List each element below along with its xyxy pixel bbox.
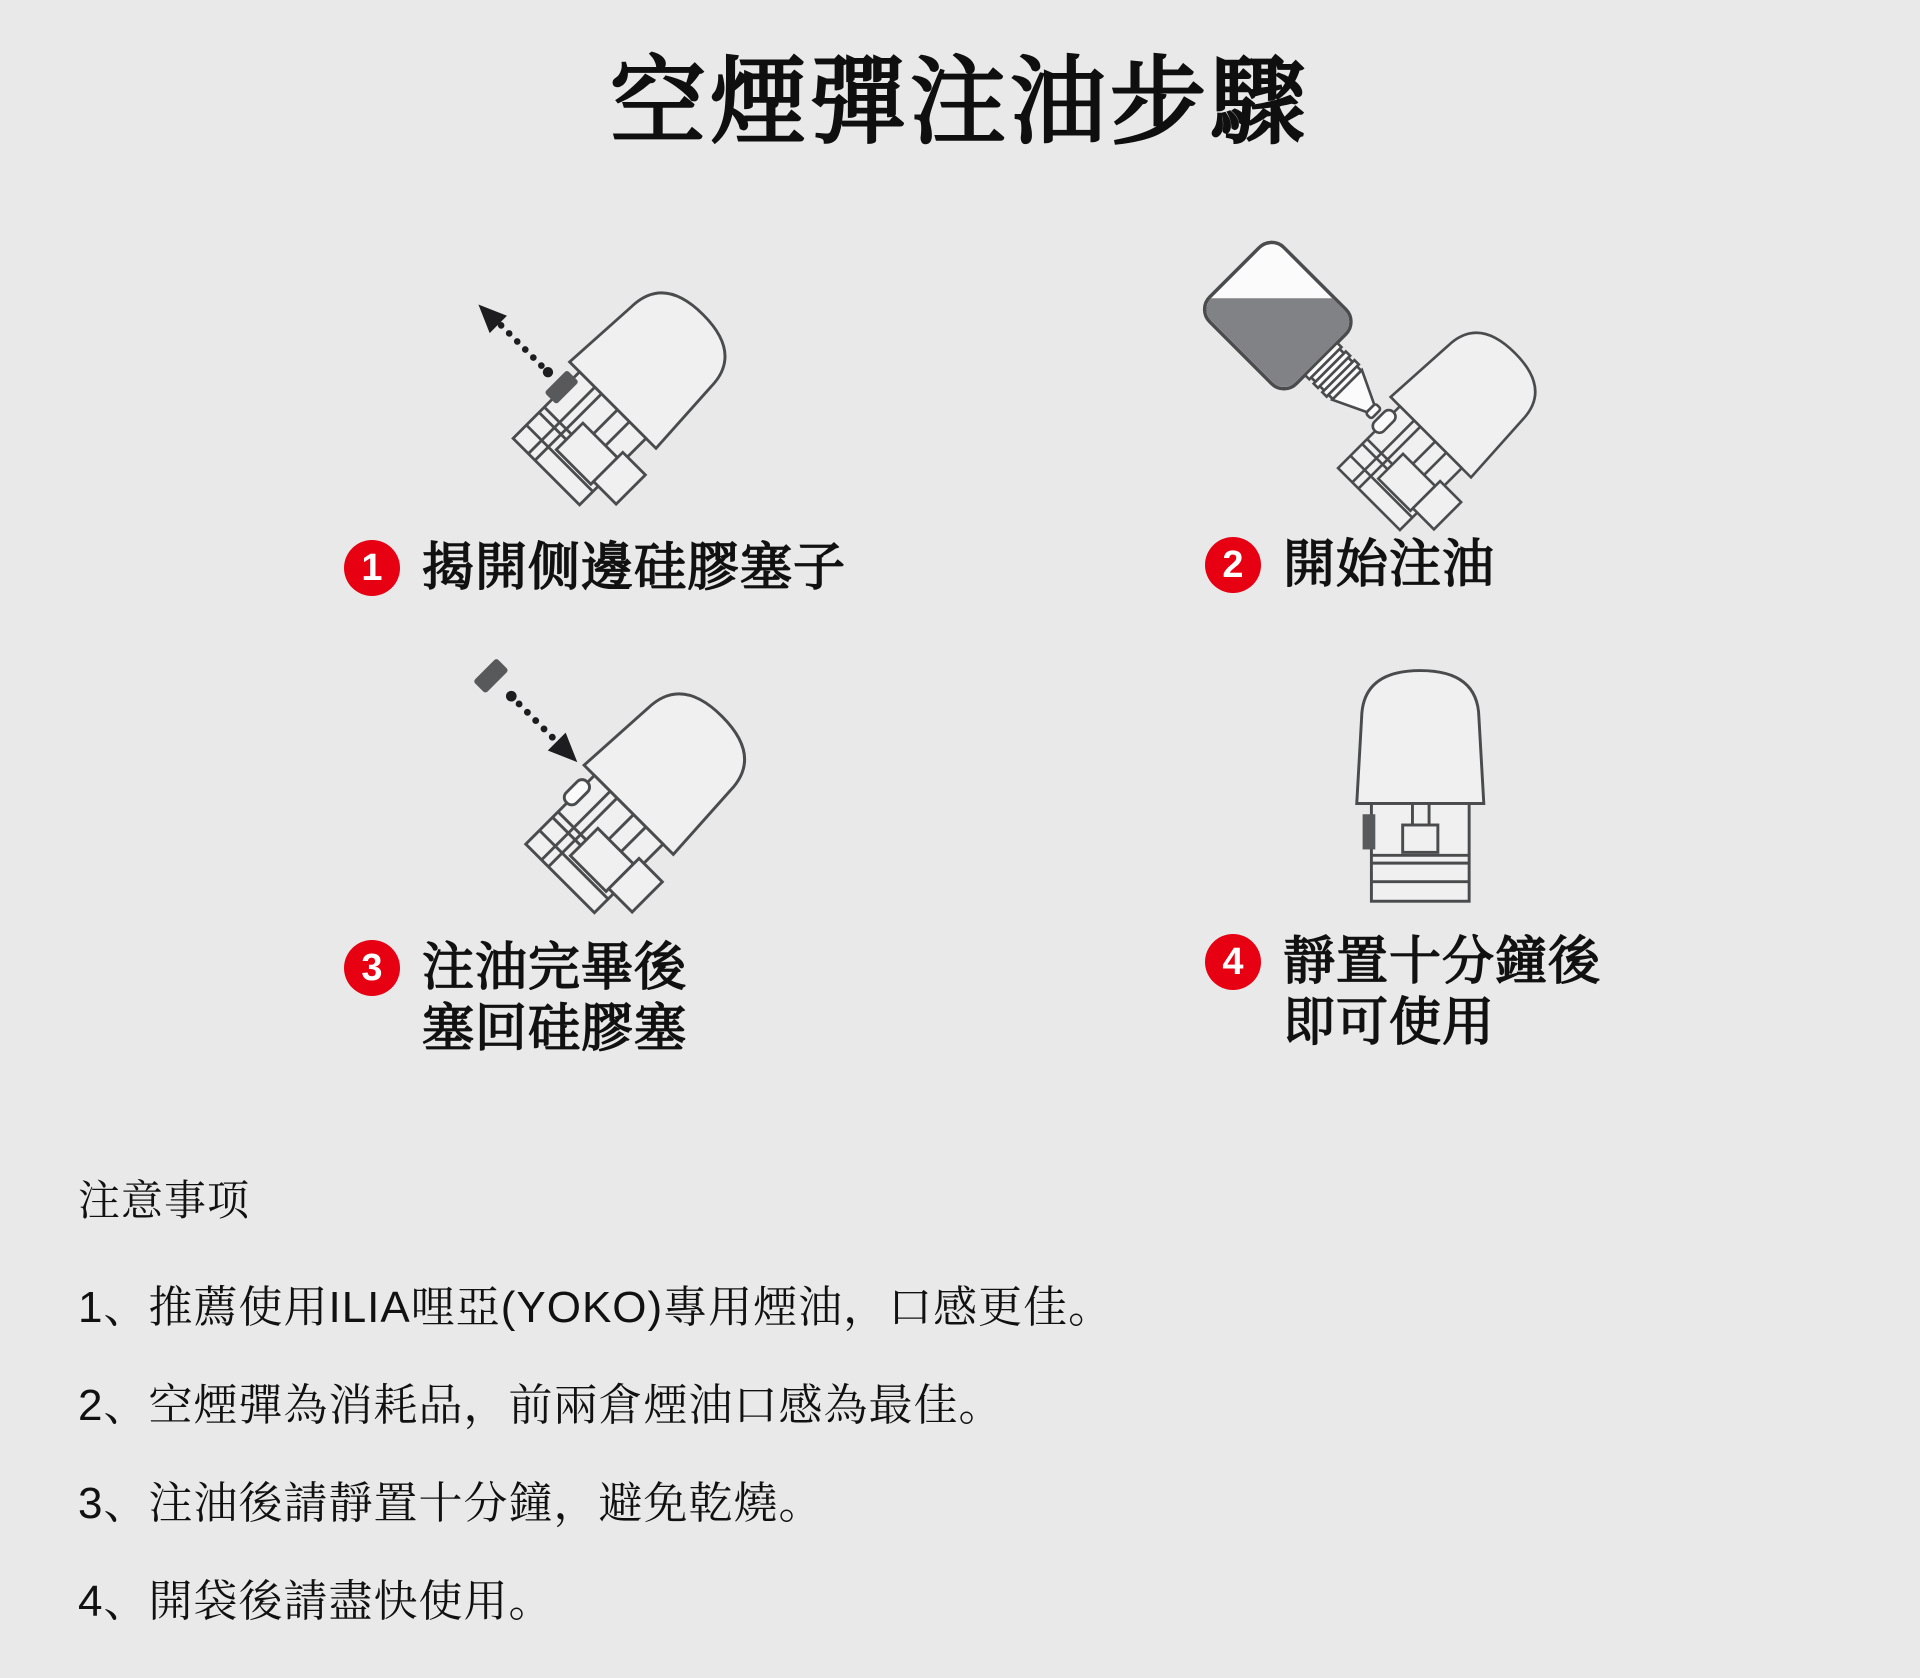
note-item-4: 4、開袋後請盡快使用。 (78, 1577, 554, 1626)
step-3-caption (344, 938, 687, 1060)
notes-heading: 注意事项 (78, 1177, 251, 1224)
step-1-text: 揭開侧邊硅膠塞子 (422, 539, 847, 597)
step-4-caption (1205, 932, 1601, 1054)
pod-replug-icon (455, 634, 785, 935)
pod-upright-icon (1298, 652, 1523, 911)
note-item-1: 1、推薦使用ILIA哩亞(YOKO)專用煙油，口感更佳。 (78, 1283, 1114, 1332)
step-4-badge: 4 (1205, 934, 1261, 990)
step-2-text: 開始注油 (1283, 536, 1496, 594)
step-3-text-line1: 注油完畢後 (422, 939, 688, 997)
note-item-3: 3、注油後請靜置十分鐘，避免乾燒。 (78, 1479, 824, 1528)
bottle-filling-pod-icon (1185, 222, 1570, 550)
step-2-caption (1205, 535, 1495, 596)
note-item-2: 2、空煙彈為消耗品，前兩倉煙油口感為最佳。 (78, 1381, 1004, 1430)
step-1-caption (344, 538, 846, 599)
page-title: 空煙彈注油步驟 (610, 49, 1310, 156)
step-3-text-line2: 塞回硅膠塞 (422, 1000, 688, 1058)
step-4-text-line2: 即可使用 (1283, 994, 1496, 1052)
step-1-badge: 1 (344, 540, 400, 596)
pod-pull-plug-icon (450, 250, 770, 532)
notes-section (78, 1168, 1778, 1678)
step-2-badge: 2 (1205, 537, 1261, 593)
step-4-text-line1: 靜置十分鐘後 (1283, 933, 1602, 991)
step-3-badge: 3 (344, 940, 400, 996)
